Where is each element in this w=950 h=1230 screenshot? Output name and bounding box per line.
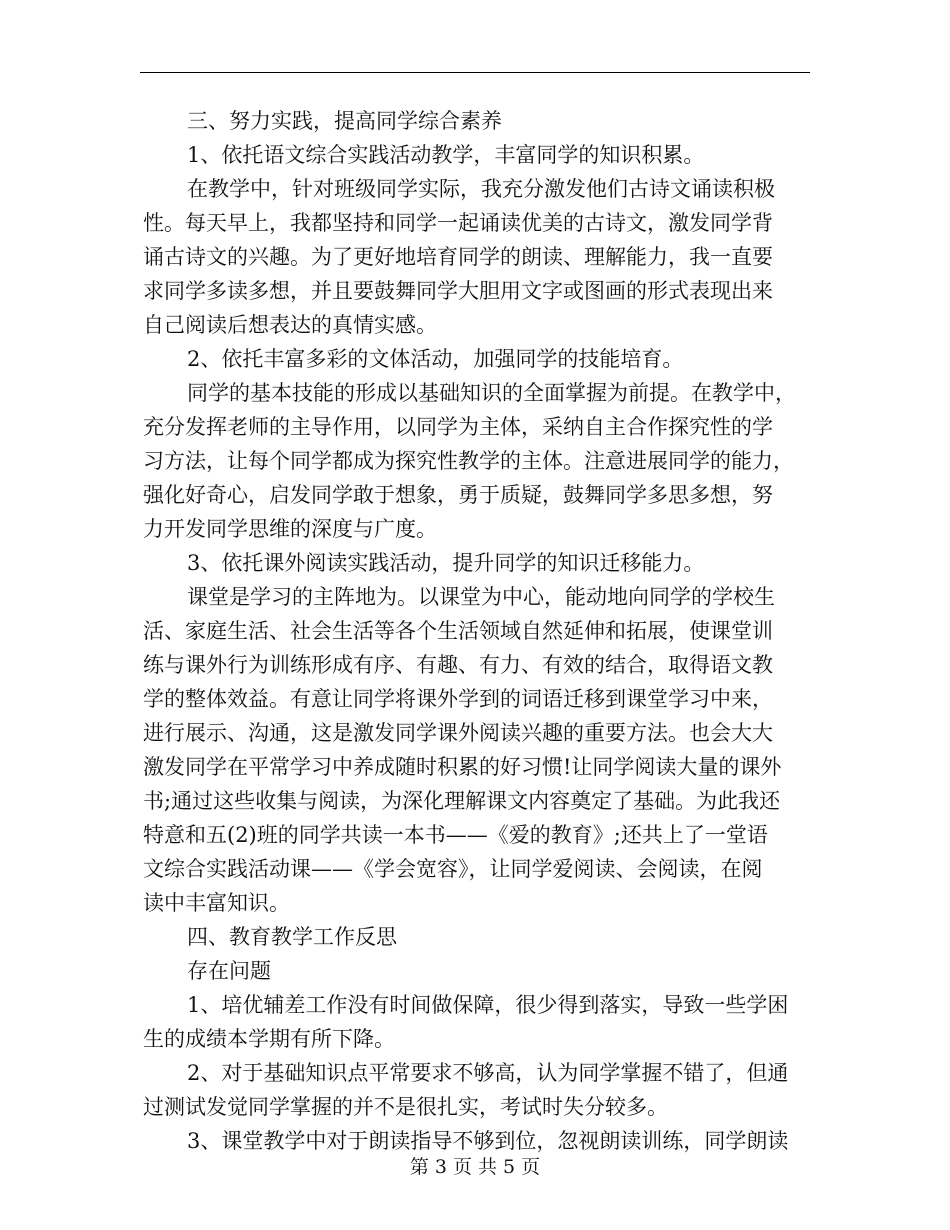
subheading-3-1: 1、依托语文综合实践活动教学，丰富同学的知识积累。 xyxy=(187,143,705,167)
subheading-problems: 存在问题 xyxy=(187,959,271,983)
paragraph-3-1: 在教学中，针对班级同学实际，我充分激发他们古诗文诵读积极 性。每天早上，我都坚持和同学一起诵读优美的古诗文，激发同学背 诵古诗文的兴趣。为了更好地培育同学的朗读、理解能力，我一直要 求同学多读多想，并且要鼓舞同学大胆用文字或图画的形式表现出来 自己阅读后想表达的真情实感。 xyxy=(143,177,775,337)
problem-1: 1、培优辅差工作没有时间做保障，很少得到落实，导致一些学困 生的成绩本学期有所下降。 xyxy=(143,993,789,1051)
document-body xyxy=(143,104,810,1158)
problem-3: 3、课堂教学中对于朗读指导不够到位，忽视朗读训练，同学朗读 xyxy=(187,1129,789,1153)
section-heading-3: 三、努力实践，提高同学综合素养 xyxy=(187,109,502,133)
page-footer xyxy=(0,1152,950,1179)
page-number-label: 第 3 页 共 5 页 xyxy=(409,1156,541,1178)
header-rule xyxy=(140,72,810,73)
section-heading-4: 四、教育教学工作反思 xyxy=(187,925,397,949)
paragraph-3-3: 课堂是学习的主阵地为。以课堂为中心，能动地向同学的学校生 活、家庭生活、社会生活等各个生活领域自然延伸和拓展，使课堂训 练与课外行为训练形成有序、有趣、有力、有效的结合，取得语文教 学的整体效益。有意让同学将课外学到的词语迁移到课堂学习中来， 进行展示、沟通，这是激发同学课外阅读兴趣的重要方法。也会大大 激发同学在平常学习中养成随时积累的好习惯!让同学阅读大量的课外 书;通过这些收集与阅读，为深化理解课文内容奠定了基础。为此我还 特意和五(2)班的同学共读一本书——《爱的教育》;还共上了一堂语 文综合实践活动课——《学会宽容》，让同学爱阅读、会阅读，在阅 读中丰富知识。 xyxy=(143,585,782,915)
subheading-3-2: 2、依托丰富多彩的文体活动，加强同学的技能培育。 xyxy=(187,347,684,371)
paragraph-3-2: 同学的基本技能的形成以基础知识的全面掌握为前提。在教学中， 充分发挥老师的主导作用，以同学为主体，采纳自主合作探究性的学 习方法，让每个同学都成为探究性教学的主体。注意进展同学的能力， 强化好奇心，启发同学敢于想象，勇于质疑，鼓舞同学多思多想，努 力开发同学思维的深度与广度。 xyxy=(143,381,796,541)
subheading-3-3: 3、依托课外阅读实践活动，提升同学的知识迁移能力。 xyxy=(187,551,705,575)
problem-2: 2、对于基础知识点平常要求不够高，认为同学掌握不错了，但通 过测试发觉同学掌握的并不是很扎实，考试时失分较多。 xyxy=(143,1061,789,1119)
